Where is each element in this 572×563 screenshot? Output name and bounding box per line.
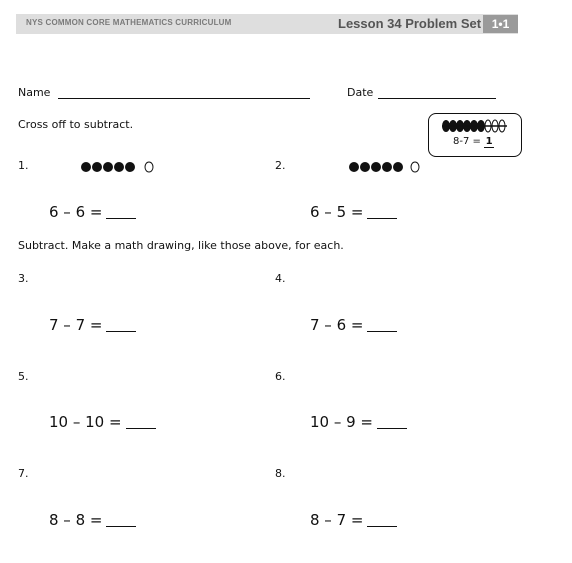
date-label: Date (347, 86, 374, 99)
problem-1-number: 1. (18, 159, 29, 172)
problem-5-answer-blank[interactable] (126, 416, 156, 429)
example-answer: 1 (485, 136, 493, 147)
example-drawing (441, 116, 513, 136)
problem-3-equation: 7 – 7 = (49, 316, 103, 334)
problem-2-equation: 6 – 5 = (310, 203, 364, 221)
curriculum-title: NYS COMMON CORE MATHEMATICS CURRICULUM (26, 18, 232, 27)
problem-4-answer-blank[interactable] (367, 319, 397, 332)
problem-3 (49, 316, 136, 334)
problem-7 (49, 511, 136, 529)
problem-1 (49, 203, 136, 221)
problem-8-equation: 8 – 7 = (310, 511, 364, 529)
problem-4-equation: 7 – 6 = (310, 316, 364, 334)
problem-6-number: 6. (275, 370, 286, 383)
problem-6-answer-blank[interactable] (377, 416, 407, 429)
problem-3-number: 3. (18, 272, 29, 285)
date-field[interactable] (378, 98, 496, 99)
problem-3-answer-blank[interactable] (106, 319, 136, 332)
problem-1-drawing (80, 160, 156, 174)
problem-7-equation: 8 – 8 = (49, 511, 103, 529)
cross-off-instruction: Cross off to subtract. (18, 118, 134, 131)
problem-4-number: 4. (275, 272, 286, 285)
example-box (428, 113, 522, 157)
example-equation: 8-7 = (453, 136, 481, 147)
problem-1-equation: 6 – 6 = (49, 203, 103, 221)
problem-1-answer-blank[interactable] (106, 206, 136, 219)
problem-6-equation: 10 – 9 = (310, 413, 374, 431)
problem-2-answer-blank[interactable] (367, 206, 397, 219)
problem-2-number: 2. (275, 159, 286, 172)
problem-5 (49, 413, 156, 431)
problem-8 (310, 511, 397, 529)
name-label: Name (18, 86, 51, 99)
problem-7-answer-blank[interactable] (106, 514, 136, 527)
problem-7-number: 7. (18, 467, 29, 480)
lesson-title: Lesson 34 Problem Set (338, 16, 482, 31)
problem-5-equation: 10 – 10 = (49, 413, 122, 431)
module-badge: 1•1 (483, 15, 518, 33)
name-field[interactable] (58, 98, 310, 99)
problem-4 (310, 316, 397, 334)
subtract-instruction: Subtract. Make a math drawing, like those above, for each. (18, 239, 344, 252)
problem-8-answer-blank[interactable] (367, 514, 397, 527)
problem-2-drawing (348, 160, 424, 174)
problem-2 (310, 203, 397, 221)
problem-6 (310, 413, 407, 431)
problem-5-number: 5. (18, 370, 29, 383)
problem-8-number: 8. (275, 467, 286, 480)
